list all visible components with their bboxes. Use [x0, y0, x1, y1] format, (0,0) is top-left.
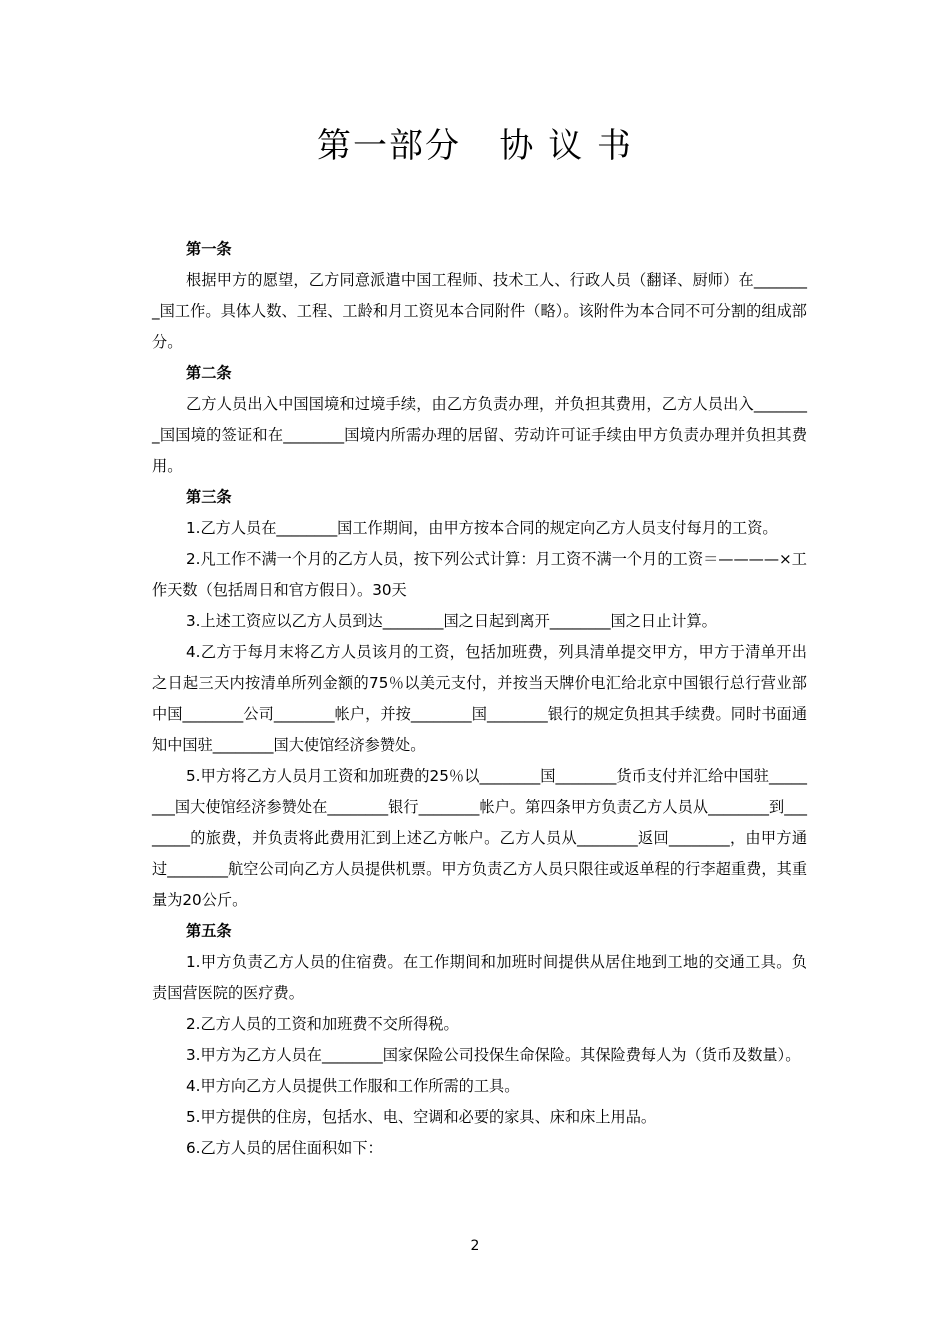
article-5 — [152, 916, 807, 1164]
article-paragraph: 根据甲方的愿望，乙方同意派遣中国工程师、技术工人、行政人员（翻译、厨师）在________国工作。具体人数、工程、工龄和月工资见本合同附件（略）。该附件为本合同不可分割的组成部分。 — [152, 271, 807, 351]
article-paragraph: 1.甲方负责乙方人员的住宿费。在工作期间和加班时间提供从居住地到工地的交通工具。负责国营医院的医疗费。 — [152, 953, 807, 1002]
article-paragraph: 2.凡工作不满一个月的乙方人员，按下列公式计算：月工资不满一个月的工资＝————×工作天数（包括周日和官方假日）。30天 — [152, 550, 807, 599]
page-number: 2 — [470, 1238, 480, 1254]
article-paragraph: 4.甲方向乙方人员提供工作服和工作所需的工具。 — [186, 1077, 520, 1095]
page-title: 第一部分 协 议 书 — [316, 126, 634, 166]
article-heading: 第二条 — [186, 364, 232, 382]
article-heading: 第五条 — [186, 922, 232, 940]
article-paragraph: 2.乙方人员的工资和加班费不交所得税。 — [186, 1015, 459, 1033]
article-paragraph: 3.上述工资应以乙方人员到达________国之日起到离开________国之日止计算。 — [186, 612, 717, 630]
article-1 — [152, 234, 807, 358]
article-3 — [152, 482, 807, 916]
article-2 — [152, 358, 807, 482]
article-paragraph: 1.乙方人员在________国工作期间，由甲方按本合同的规定向乙方人员支付每月的工资。 — [186, 519, 778, 537]
article-paragraph: 乙方人员出入中国国境和过境手续，由乙方负责办理，并负担其费用，乙方人员出入________国国境的签证和在________国境内所需办理的居留、劳动许可证手续由甲方负责办理并负担其费用。 — [152, 395, 807, 475]
article-paragraph: 3.甲方为乙方人员在________国家保险公司投保生命保险。其保险费每人为（货币及数量）。 — [186, 1046, 801, 1064]
document-body — [152, 234, 807, 1164]
article-heading: 第三条 — [186, 488, 232, 506]
article-paragraph: 4.乙方于每月末将乙方人员该月的工资，包括加班费，列具清单提交甲方，甲方于清单开出之日起三天内按清单所列金额的75％以美元支付，并按当天牌价电汇给北京中国银行总行营业部中国________公司________帐户，并按________国________银行的规定负担其手续费。同时书面通知中国驻________国大使馆经济参赞处。 — [152, 643, 807, 754]
article-paragraph: 5.甲方提供的住房，包括水、电、空调和必要的家具、床和床上用品。 — [186, 1108, 657, 1126]
article-heading: 第一条 — [186, 240, 232, 258]
article-paragraph: 5.甲方将乙方人员月工资和加班费的25％以________国________货币支付并汇给中国驻________国大使馆经济参赞处在________银行________帐户。第四条甲方负责乙方人员从________到________的旅费，并负责将此费用汇到上述乙方帐户。乙方人员从________返回________，由甲方通过________航空公司向乙方人员提供机票。甲方负责乙方人员只限往或返单程的行李超重费，其重量为20公斤。 — [152, 767, 807, 909]
article-paragraph: 6.乙方人员的居住面积如下： — [186, 1139, 383, 1157]
